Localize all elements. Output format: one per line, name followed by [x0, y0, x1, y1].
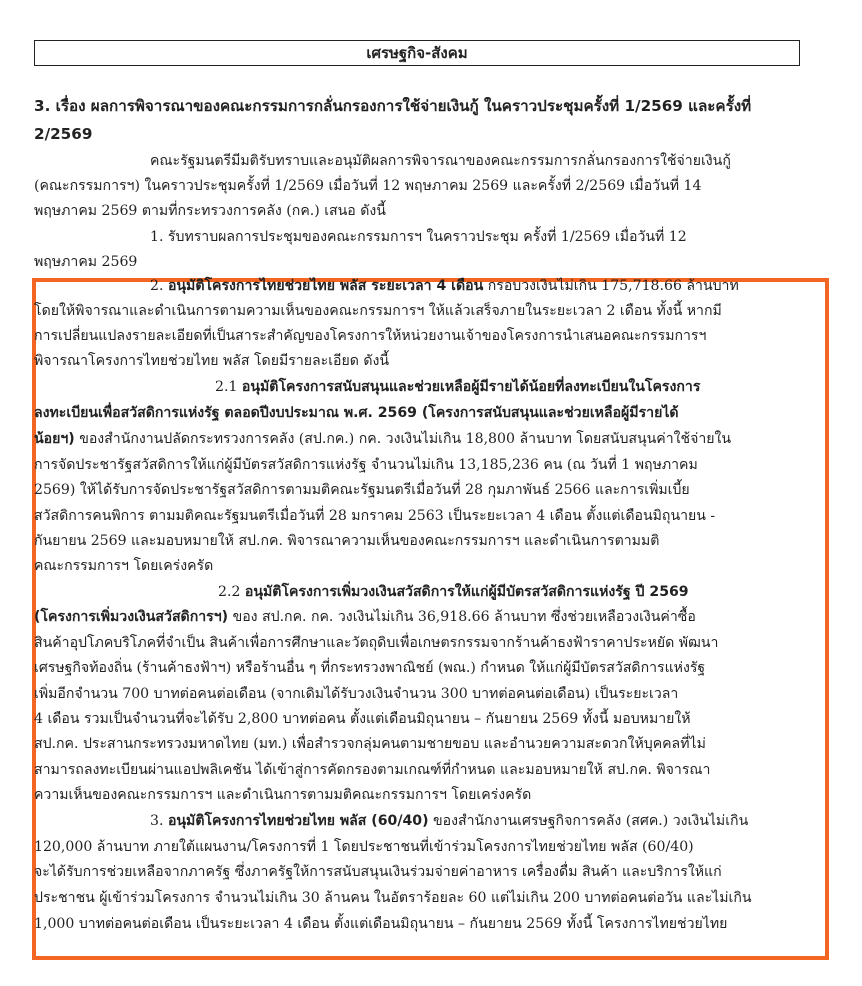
- item22-line-4: เศรษฐกิจท้องถิ่น (ร้านค้าธงฟ้าฯ) หรือร้านอื่น ๆ ที่กระทรวงพาณิชย์ (พณ.) กำหนด ให้แก่ผู้มีบัตรสวัสดิการแห่งรัฐ: [34, 660, 706, 676]
- item21-line-7: กันยายน 2569 และมอบหมายให้ สป.กค. พิจารณาความเห็นของคณะกรรมการฯ และดำเนินการตามมติ: [34, 533, 660, 549]
- item1-line-2: พฤษภาคม 2569: [34, 254, 138, 270]
- item1-line-1: 1. รับทราบผลการประชุมของคณะกรรมการฯ ในคราวประชุม ครั้งที่ 1/2569 เมื่อวันที่ 12: [150, 229, 687, 245]
- item21-line-5: 2569) ให้ได้รับการจัดประชารัฐสวัสดิการตามมติคณะรัฐมนตรีเมื่อวันที่ 28 กุมภาพันธ์ 2566 และการเพิ่มเบี้ย: [34, 482, 690, 498]
- intro-line-1: คณะรัฐมนตรีมีมติรับทราบและอนุมัติผลการพิจารณาของคณะกรรมการกลั่นกรองการใช้จ่ายเงินกู้: [150, 153, 731, 169]
- item2-line-4: พิจารณาโครงการไทยช่วยไทย พลัส โดยมีรายละเอียด ดังนี้: [34, 353, 390, 369]
- item21-title: อนุมัติโครงการสนับสนุนและช่วยเหลือผู้มีรายได้น้อยที่ลงทะเบียนในโครงการ: [241, 379, 701, 395]
- item21-title-end: น้อยฯ): [34, 431, 75, 447]
- item3-line-5: 1,000 บาทต่อคนต่อเดือน เป็นระยะเวลา 4 เดือน ตั้งแต่เดือนมิถุนายน – กันยายน 2569 ทั้งนี้ โครงการไทยช่วยไทย: [34, 916, 728, 932]
- item21-line-3-rest: ของสำนักงานปลัดกระทรวงการคลัง (สป.กค.) กค. วงเงินไม่เกิน 18,800 ล้านบาท โดยสนับสนุนค่าใช้จ่ายใน: [79, 431, 732, 447]
- item3-line-2: 120,000 ล้านบาท ภายใต้แผนงาน/โครงการที่ 1 โดยประชาชนที่เข้าร่วมโครงการไทยช่วยไทย พลัส (60/40): [34, 839, 694, 855]
- item22-line-1: [218, 582, 689, 602]
- item22-line-2-rest: ของ สป.กค. กค. วงเงินไม่เกิน 36,918.66 ล้านบาท ซึ่งช่วยเหลือวงเงินค่าซื้อ: [232, 609, 696, 625]
- section-header: เศรษฐกิจ-สังคม: [34, 40, 800, 66]
- item3-title: อนุมัติโครงการไทยช่วยไทย พลัส (60/40): [167, 813, 429, 829]
- item22-line-5: เพิ่มอีกจำนวน 700 บาทต่อคนต่อเดือน (จากเดิมได้รับวงเงินจำนวน 300 บาทต่อคนต่อเดือน) เป็นระยะเวลา: [34, 686, 679, 702]
- item3-line-4: ประชาชน ผู้เข้าร่วมโครงการ จำนวนไม่เกิน 30 ล้านคน ในอัตราร้อยละ 60 แต่ไม่เกิน 200 บาทต่อคนต่อวัน และไม่เกิน: [34, 890, 752, 906]
- item21-line-3: [34, 429, 731, 449]
- item21-line-6: สวัสดิการคนพิการ ตามมติคณะรัฐมนตรีเมื่อวันที่ 28 มกราคม 2563 เป็นระยะเวลา 4 เดือน ตั้งแต่เดือนมิถุนายน -: [34, 508, 716, 524]
- item21-line-1: [215, 377, 700, 397]
- item2-title: อนุมัติโครงการไทยช่วยไทย พลัส ระยะเวลา 4 เดือน: [167, 278, 484, 294]
- item22-line-3: สินค้าอุปโภคบริโภคที่จำเป็น สินค้าเพื่อการศึกษาและวัตถุดิบเพื่อเกษตรกรรมจากร้านค้าธงฟ้าราคาประหยัด พัฒนา: [34, 635, 719, 651]
- item21-line-4: การจัดประชารัฐสวัสดิการให้แก่ผู้มีบัตรสวัสดิการแห่งรัฐ จำนวนไม่เกิน 13,185,236 คน (ณ วันที่ 1 พฤษภาคม: [34, 457, 698, 473]
- intro-line-2: (คณะกรรมการฯ) ในคราวประชุมครั้งที่ 1/2569 เมื่อวันที่ 12 พฤษภาคม 2569 และครั้งที่ 2/2569 เมื่อวันที่ 14: [34, 178, 702, 194]
- item2-number: 2.: [150, 278, 164, 294]
- item2-line-2: โดยให้พิจารณาและดำเนินการตามความเห็นของคณะกรรมการฯ ให้แล้วเสร็จภายในระยะเวลา 2 เดือน ทั้งนี้ หากมี: [34, 303, 722, 319]
- item21-line-2: ลงทะเบียนเพื่อสวัสดิการแห่งรัฐ ตลอดปีงบประมาณ พ.ศ. 2569 (โครงการสนับสนุนและช่วยเหลือผู้มีรายได้: [34, 405, 679, 421]
- item3-number: 3.: [150, 813, 164, 829]
- item22-line-2: [34, 607, 696, 627]
- item21-line-8: คณะกรรมการฯ โดยเคร่งครัด: [34, 558, 214, 574]
- item22-line-7: สป.กค. ประสานกระทรวงมหาดไทย (มท.) เพื่อสำรวจกลุ่มคนตามชายขอบ และอำนวยความสะดวกให้บุคคลที่ไม่: [34, 736, 706, 752]
- item22-title-end: (โครงการเพิ่มวงเงินสวัสดิการฯ): [34, 609, 229, 625]
- item22-number: 2.2: [218, 584, 241, 600]
- item22-line-8: สามารถลงทะเบียนผ่านแอปพลิเคชัน ได้เข้าสู่การคัดกรองตามเกณฑ์ที่กำหนด และมอบหมายให้ สป.กค. พิจารณา: [34, 762, 711, 778]
- item3-line-3: จะได้รับการช่วยเหลือจากภาครัฐ ซึ่งภาครัฐให้การสนับสนุนเงินร่วมจ่ายค่าอาหาร เครื่องดื่ม สินค้า และบริการให้แก่: [34, 864, 722, 880]
- item21-number: 2.1: [215, 379, 238, 395]
- item3-line-1-rest: ของสำนักงานเศรษฐกิจการคลัง (สศค.) วงเงินไม่เกิน: [433, 813, 749, 829]
- agenda-title-line-2: 2/2569: [34, 125, 93, 143]
- item22-line-6: 4 เดือน รวมเป็นจำนวนที่จะได้รับ 2,800 บาทต่อคน ตั้งแต่เดือนมิถุนายน – กันยายน 2569 ทั้งนี้ มอบหมายให้: [34, 711, 691, 727]
- intro-line-3: พฤษภาคม 2569 ตามที่กระทรวงการคลัง (กค.) เสนอ ดังนี้: [34, 203, 386, 219]
- item22-title: อนุมัติโครงการเพิ่มวงเงินสวัสดิการให้แก่ผู้มีบัตรสวัสดิการแห่งรัฐ ปี 2569: [244, 584, 689, 600]
- item2-line-3: การเปลี่ยนแปลงรายละเอียดที่เป็นสาระสำคัญของโครงการให้หน่วยงานเจ้าของโครงการนำเสนอคณะกรรมการฯ: [34, 328, 707, 344]
- item2-line-1: [150, 276, 739, 296]
- item22-line-9: ความเห็นของคณะกรรมการฯ และดำเนินการตามมติคณะกรรมการฯ โดยเคร่งครัด: [34, 787, 532, 803]
- agenda-title-line-1: 3. เรื่อง ผลการพิจารณาของคณะกรรมการกลั่นกรองการใช้จ่ายเงินกู้ ในคราวประชุมครั้งที่ 1/2569 และครั้งที่: [34, 97, 752, 115]
- item3-line-1: [150, 811, 748, 831]
- item2-line-1-rest: กรอบวงเงินไม่เกิน 175,718.66 ล้านบาท: [487, 278, 739, 294]
